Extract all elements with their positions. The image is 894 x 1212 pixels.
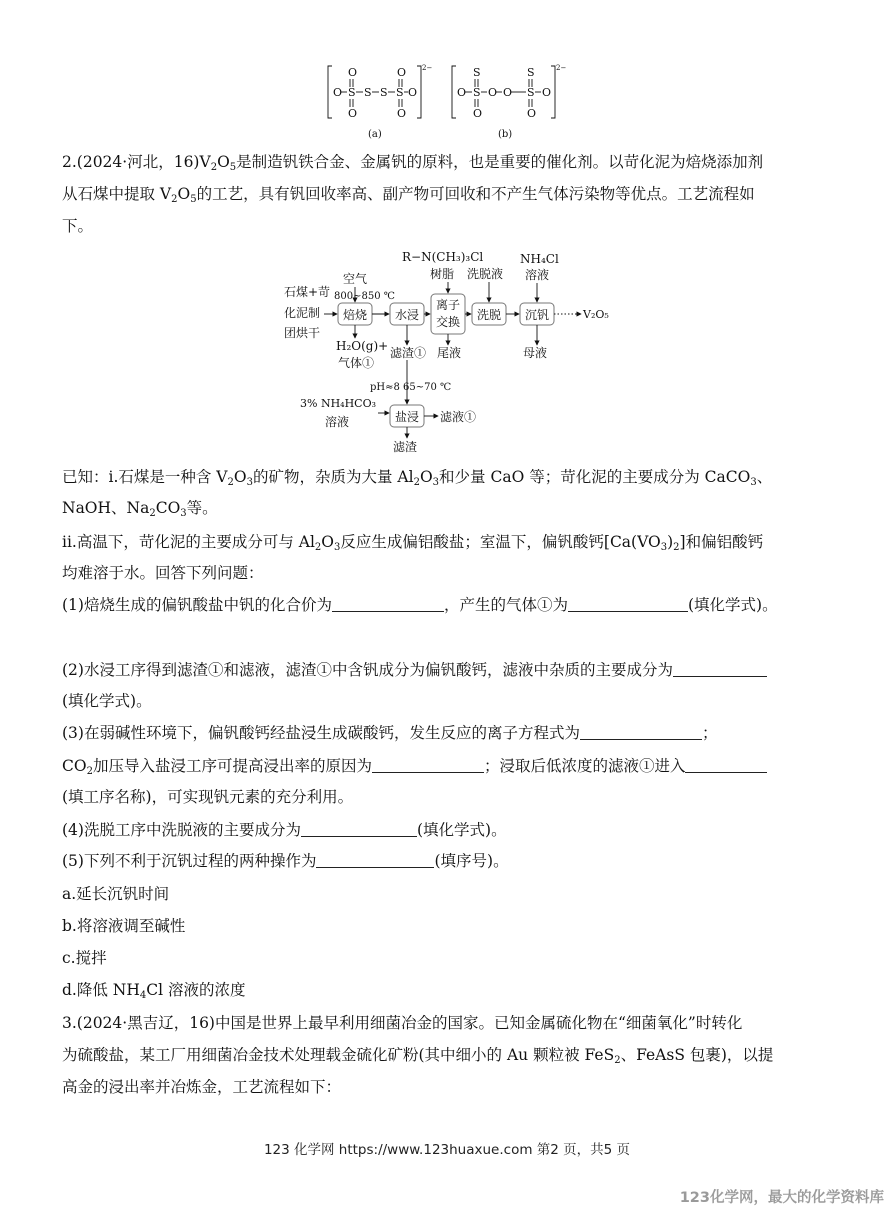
q3-line2: 为硫酸盐，某工厂用细菌冶金技术处理载金硫化矿粉(其中细小的 Au 颗粒被 FeS$_2$、FeAsS 包裹)，以提 bbox=[62, 1046, 774, 1066]
a-o2: O bbox=[408, 86, 418, 99]
box-ion-exchange-2: 交换 bbox=[436, 315, 461, 329]
a-s4: S bbox=[396, 86, 404, 99]
answer-blank-2[interactable] bbox=[673, 662, 767, 677]
box-roast: 焙烧 bbox=[343, 308, 368, 322]
option-c: c.搅拌 bbox=[62, 949, 107, 967]
filtrate1-label: 滤液① bbox=[440, 410, 477, 424]
a-s3: S bbox=[380, 86, 388, 99]
air-label: 空气 bbox=[343, 272, 368, 286]
caption-b: (b) bbox=[498, 129, 513, 140]
process-flow-diagram bbox=[280, 246, 620, 458]
product-v2o5: V₂O₅ bbox=[583, 308, 609, 321]
answer-blank-3a[interactable] bbox=[580, 725, 702, 740]
a-o1: O bbox=[333, 86, 343, 99]
charge-b: 2− bbox=[556, 64, 567, 72]
residue1-label: 滤渣① bbox=[390, 346, 427, 360]
box-salt-leach: 盐浸 bbox=[395, 410, 420, 424]
q3-line3: 高金的浸出率并冶炼金，工艺流程如下： bbox=[62, 1078, 342, 1096]
temp-label: 800~850 ℃ bbox=[334, 291, 395, 302]
structure-b bbox=[452, 64, 566, 140]
b-s1: S bbox=[473, 86, 481, 99]
b-top-s2: S bbox=[527, 66, 535, 79]
b-s2: S bbox=[527, 86, 535, 99]
question-1: (1)焙烧生成的偏钒酸盐中钒的化合价为 ，产生的气体①为 (填化学式)。 bbox=[62, 596, 778, 614]
feed-line2: 化泥制 bbox=[284, 306, 321, 320]
question-2: (2)水浸工序得到滤渣①和滤液，滤渣①中含钒成分为偏钒酸钙，滤液中杂质的主要成分为 bbox=[62, 660, 767, 680]
bicarb-line2: 溶液 bbox=[325, 415, 350, 429]
reagent-top: R−N(CH₃)₃Cl bbox=[402, 250, 484, 264]
b-o4: O bbox=[542, 86, 552, 99]
box-elution: 洗脱 bbox=[477, 308, 502, 322]
box-ion-exchange-1: 离子 bbox=[436, 298, 461, 312]
structure-a bbox=[328, 64, 432, 140]
q2-line2: 从石煤中提取 $V_2O_5$的工艺，具有钒回收率高、副产物可回收和不产生气体污染物等优点。工艺流程如 bbox=[62, 185, 755, 205]
eluent-label: 洗脱液 bbox=[467, 267, 504, 281]
page-footer: 123 化学网 https://www.123huaxue.com 第2 页，共5 页 bbox=[263, 1142, 631, 1158]
solution-label: 溶液 bbox=[525, 268, 550, 282]
q3-line1: 3.(2024·黑吉辽，16)中国是世界上最早利用细菌冶金的国家。已知金属硫化物在“细菌氧化”时转化 bbox=[62, 1014, 743, 1032]
a-s1: S bbox=[348, 86, 356, 99]
gas-line2: 气体① bbox=[338, 356, 375, 370]
known-line2: NaOH、$Na_2CO_3$等。 bbox=[62, 499, 218, 519]
residue-label: 滤渣 bbox=[393, 440, 418, 454]
question-3-line2: $CO_2$加压导入盐浸工序可提高浸出率的原因为 ；浸取后低浓度的滤液①进入 bbox=[62, 756, 767, 776]
sulfur-oxyanion-structures bbox=[320, 62, 580, 142]
charge-a: 2− bbox=[422, 64, 433, 72]
b-o1: O bbox=[457, 86, 467, 99]
feed-line1: 石煤+苛 bbox=[284, 285, 331, 299]
question-2-cont: (填化学式)。 bbox=[62, 692, 152, 710]
b-top-s1: S bbox=[473, 66, 481, 79]
feed-line3: 团烘干 bbox=[284, 326, 321, 340]
a-bottom-o2: O bbox=[397, 107, 407, 120]
question-3: (3)在弱碱性环境下，偏钒酸钙经盐浸生成碳酸钙，发生反应的离子方程式为 ； bbox=[62, 724, 718, 742]
known-line4: 均难溶于水。回答下列问题： bbox=[62, 564, 264, 582]
known-line1: 已知：i.石煤是一种含 $V_2O_3$的矿物，杂质为大量 $Al_2O_3$和少量 CaO 等；苛化泥的主要成分为 CaCO$_3$、 bbox=[62, 468, 773, 488]
answer-blank-1b[interactable] bbox=[568, 597, 688, 612]
caption-a: (a) bbox=[368, 129, 382, 140]
answer-blank-3b[interactable] bbox=[372, 758, 484, 773]
b-o2: O bbox=[488, 86, 498, 99]
gas-line1: H₂O(g)+ bbox=[336, 339, 389, 353]
box-water-leach: 水浸 bbox=[395, 308, 420, 322]
question-4: (4)洗脱工序中洗脱液的主要成分为 (填化学式)。 bbox=[62, 821, 507, 839]
bicarb-line1: 3% NH₄HCO₃ bbox=[300, 397, 377, 410]
option-d: d.降低 $NH_4Cl$ 溶液的浓度 bbox=[62, 981, 246, 1001]
known-line3: ii.高温下，苛化泥的主要成分可与 $Al_2O_3$反应生成偏铝酸盐；室温下，偏钒酸钙$[Ca(VO_3)_2]$和偏铝酸钙 bbox=[62, 533, 764, 553]
b-bottom-o1: O bbox=[473, 107, 483, 120]
b-bottom-o2: O bbox=[527, 107, 537, 120]
a-s2: S bbox=[364, 86, 372, 99]
nh4cl-label: NH₄Cl bbox=[520, 252, 559, 266]
resin-label: 树脂 bbox=[430, 267, 455, 281]
a-top-o1: O bbox=[348, 66, 358, 79]
answer-blank-5[interactable] bbox=[316, 853, 434, 868]
conditions-label: pH≈8 65~70 ℃ bbox=[370, 382, 452, 393]
answer-blank-1a[interactable] bbox=[332, 597, 444, 612]
mother-liquor: 母液 bbox=[523, 346, 548, 360]
site-watermark: 123化学网，最大的化学资料库 bbox=[679, 1190, 884, 1206]
option-b: b.将溶液调至碱性 bbox=[62, 917, 186, 935]
answer-blank-3c[interactable] bbox=[685, 758, 767, 773]
b-o3: O bbox=[503, 86, 513, 99]
tail-liquid: 尾液 bbox=[437, 346, 462, 360]
box-vanadium-precip: 沉钒 bbox=[525, 308, 550, 322]
answer-blank-4[interactable] bbox=[301, 822, 417, 837]
question-5: (5)下列不利于沉钒过程的两种操作为 (填序号)。 bbox=[62, 852, 509, 870]
option-a: a.延长沉钒时间 bbox=[62, 885, 170, 903]
a-top-o2: O bbox=[397, 66, 407, 79]
a-bottom-o1: O bbox=[348, 107, 358, 120]
question-3-line3: (填工序名称)，可实现钒元素的充分利用。 bbox=[62, 788, 354, 806]
q2-line1: 2.(2024·河北，$16)V_2O_5$是制造钒铁合金、金属钒的原料，也是重要的催化剂。以苛化泥为焙烧添加剂 bbox=[62, 153, 764, 173]
q2-line3: 下。 bbox=[62, 217, 94, 235]
